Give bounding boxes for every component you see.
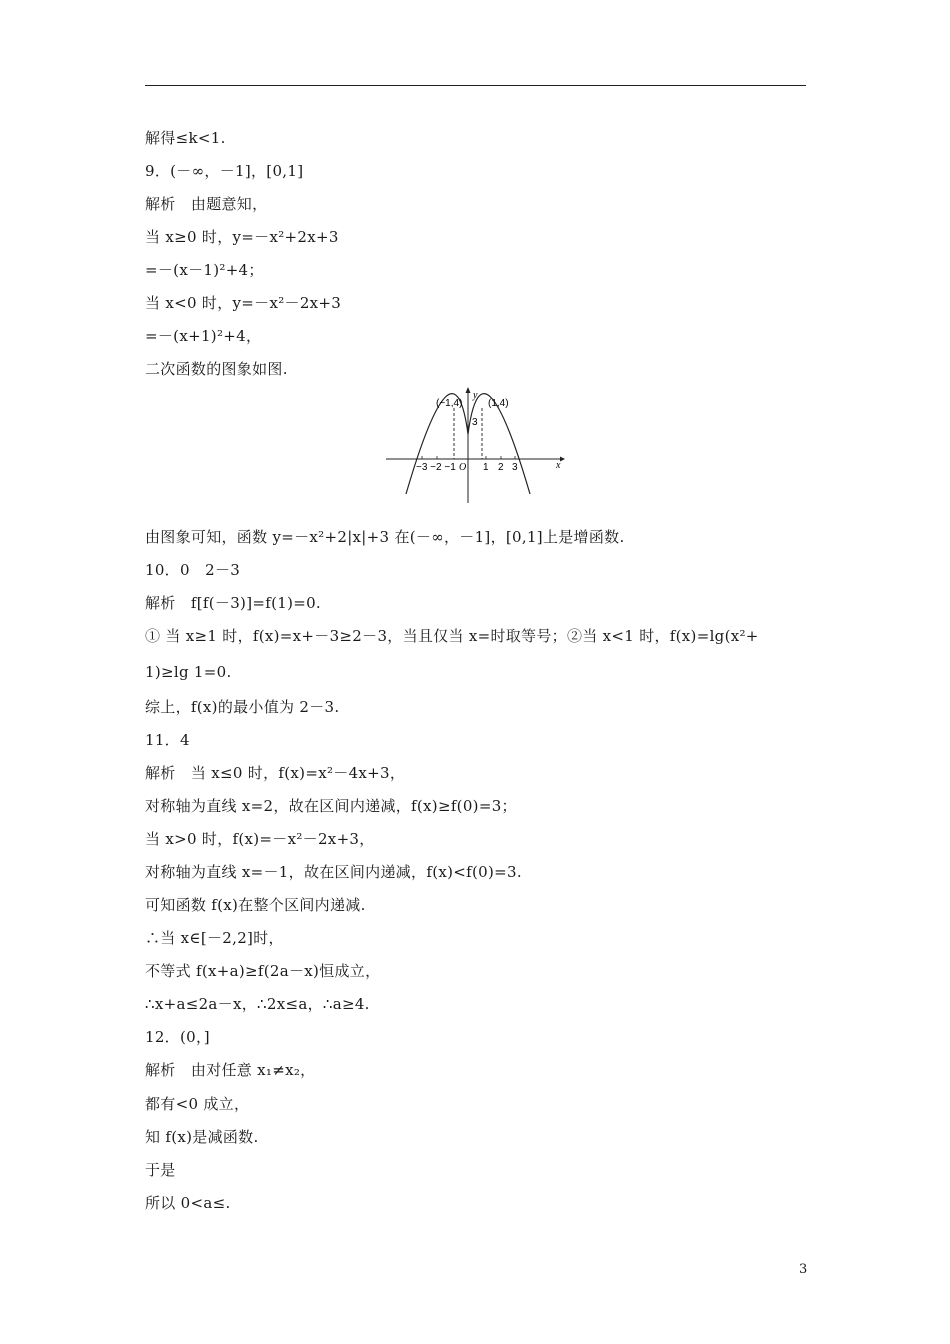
text-line: 11．4	[145, 731, 190, 749]
text-line: 解析 f[f(－3)]=f(1)=0.	[145, 594, 322, 612]
text-line: 所以 0<a≤.	[145, 1194, 231, 1212]
text-line: 解析 当 x≤0 时，f(x)=x²－4x+3，	[145, 764, 406, 782]
text-line: 1)≥lg 1=0.	[145, 663, 232, 681]
tick-label-2: 2	[498, 462, 504, 473]
text-line: 当 x≥0 时，y=－x²+2x+3	[145, 228, 339, 246]
text-line: 解析 由题意知，	[145, 195, 268, 213]
y-intercept-label: 3	[472, 417, 478, 428]
text-line: ∴x+a≤2a－x，∴2x≤a，∴a≥4.	[145, 995, 370, 1013]
text-line: 不等式 f(x+a)≥f(2a－x)恒成立，	[145, 962, 381, 980]
text-line: 于是	[145, 1161, 176, 1179]
text-line: 当 x>0 时，f(x)=－x²－2x+3，	[145, 830, 375, 848]
y-axis-label: y	[473, 390, 478, 401]
text-line: 9．(－∞，－1]，[0,1]	[145, 162, 304, 180]
text-line: 都有<0 成立，	[145, 1095, 250, 1113]
origin-label: O	[459, 462, 467, 473]
x-axis-arrow	[560, 457, 565, 462]
page-number: 3	[799, 1262, 808, 1277]
header-rule	[145, 85, 806, 86]
text-line: 可知函数 f(x)在整个区间内递减.	[145, 896, 366, 914]
text-line: ① 当 x≥1 时，f(x)=x+－3≥2－3，当且仅当 x=时取等号；②当 x<1 时，f(x)=lg(x²+	[145, 627, 759, 645]
text-line: 由图象可知，函数 y=－x²+2|x|+3 在(－∞，－1]，[0,1]上是增函数.	[145, 528, 625, 546]
text-line: 解得≤k<1.	[145, 129, 226, 147]
text-line: =－(x+1)²+4，	[145, 327, 262, 345]
peak-left-label: (−1,4)	[436, 398, 463, 409]
y-axis-arrow	[466, 387, 471, 393]
text-line: 对称轴为直线 x=－1，故在区间内递减，f(x)<f(0)=3.	[145, 863, 522, 881]
text-line: ∴当 x∈[－2,2]时，	[145, 929, 284, 947]
parabola-figure	[384, 386, 566, 504]
text-line: 知 f(x)是减函数.	[145, 1128, 259, 1146]
text-line: 综上，f(x)的最小值为 2－3.	[145, 698, 340, 716]
peak-right-label: (1,4)	[488, 398, 509, 409]
tick-label-1: 1	[483, 462, 489, 473]
negative-tick-labels: −3 −2 −1	[416, 462, 456, 473]
text-line: 解析 由对任意 x₁≠x₂，	[145, 1061, 316, 1079]
text-line: 对称轴为直线 x=2，故在区间内递减，f(x)≥f(0)=3；	[145, 797, 517, 815]
text-line: 二次函数的图象如图.	[145, 360, 288, 378]
text-line: =－(x－1)²+4；	[145, 261, 264, 279]
text-line: 10．0 2－3	[145, 561, 241, 579]
text-line: 当 x<0 时，y=－x²－2x+3	[145, 294, 342, 312]
text-line: 12．(0，]	[145, 1028, 210, 1046]
x-axis-label: x	[556, 460, 561, 471]
tick-label-3: 3	[512, 462, 518, 473]
